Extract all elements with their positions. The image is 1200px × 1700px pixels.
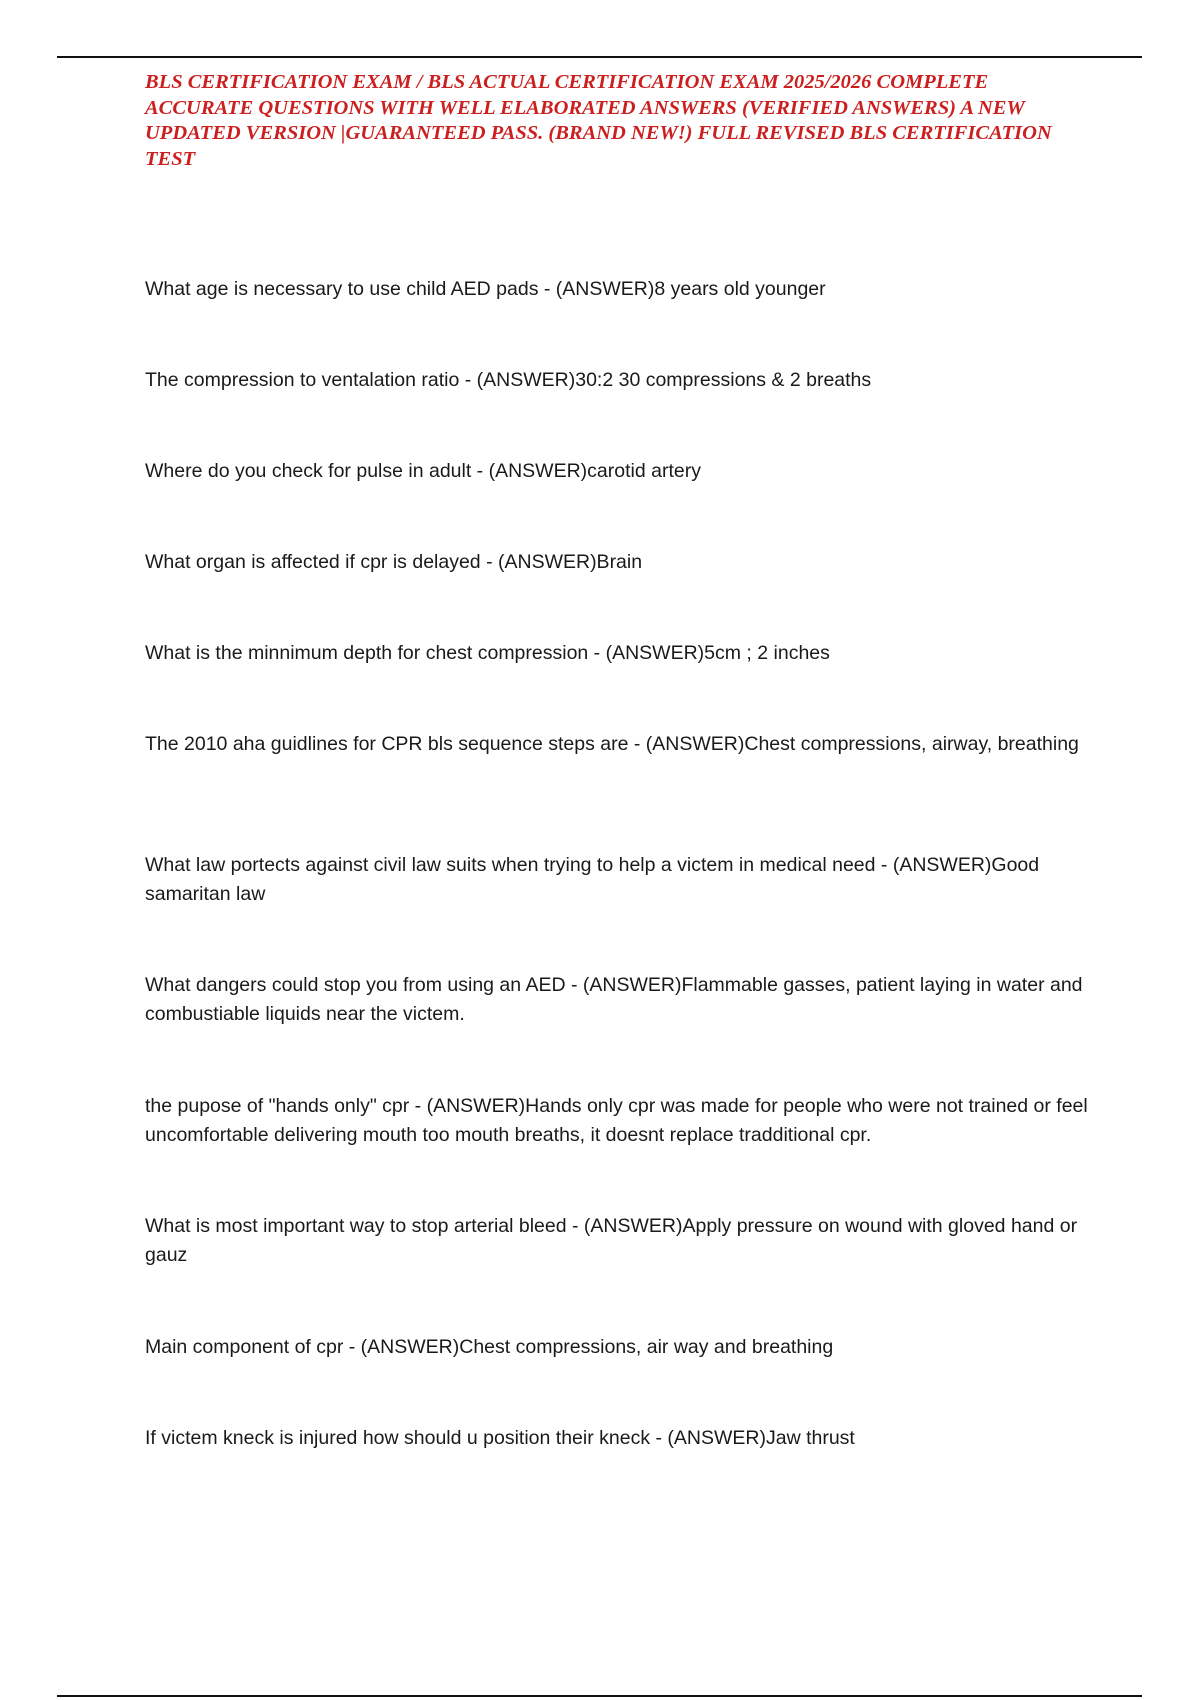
qa-item: If victem kneck is injured how should u position their kneck - (ANSWER)Jaw thrust xyxy=(145,1427,855,1449)
qa-item: The 2010 aha guidlines for CPR bls sequence steps are - (ANSWER)Chest compressions, airway, breathing xyxy=(145,733,1079,755)
qa-item: What age is necessary to use child AED pads - (ANSWER)8 years old younger xyxy=(145,278,826,300)
qa-item: The compression to ventalation ratio - (ANSWER)30:2 30 compressions & 2 breaths xyxy=(145,369,872,391)
qa-item: Where do you check for pulse in adult - (ANSWER)carotid artery xyxy=(145,460,701,482)
qa-item: Main component of cpr - (ANSWER)Chest compressions, air way and breathing xyxy=(145,1336,834,1358)
qa-item: the pupose of "hands only" cpr - (ANSWER)Hands only cpr was made for people who were not trained or feel uncomfortable delivering mouth too mouth breaths, it doesnt replace tradditional cpr. xyxy=(145,1095,1088,1146)
top-rule xyxy=(57,56,1142,58)
qa-item: What dangers could stop you from using an AED - (ANSWER)Flammable gasses, patient laying in water and combustiable liquids near the victem. xyxy=(145,974,1083,1025)
qa-item: What organ is affected if cpr is delayed - (ANSWER)Brain xyxy=(145,551,643,573)
bottom-rule xyxy=(57,1695,1142,1697)
document-title: BLS CERTIFICATION EXAM / BLS ACTUAL CERTIFICATION EXAM 2025/2026 COMPLETE ACCURATE QUESTIONS WITH WELL ELABORATED ANSWERS (VERIFIED ANSWERS) A NEW UPDATED VERSION |GUARANTEED PASS. (BRAND NEW!) FULL REVISED BLS CERTIFICATION TEST xyxy=(145,71,1052,170)
qa-item: What is the minnimum depth for chest compression - (ANSWER)5cm ; 2 inches xyxy=(145,642,830,664)
qa-item: What law portects against civil law suits when trying to help a victem in medical need - (ANSWER)Good samaritan law xyxy=(145,854,1040,905)
qa-item: What is most important way to stop arterial bleed - (ANSWER)Apply pressure on wound with gloved hand or gauz xyxy=(145,1215,1078,1266)
